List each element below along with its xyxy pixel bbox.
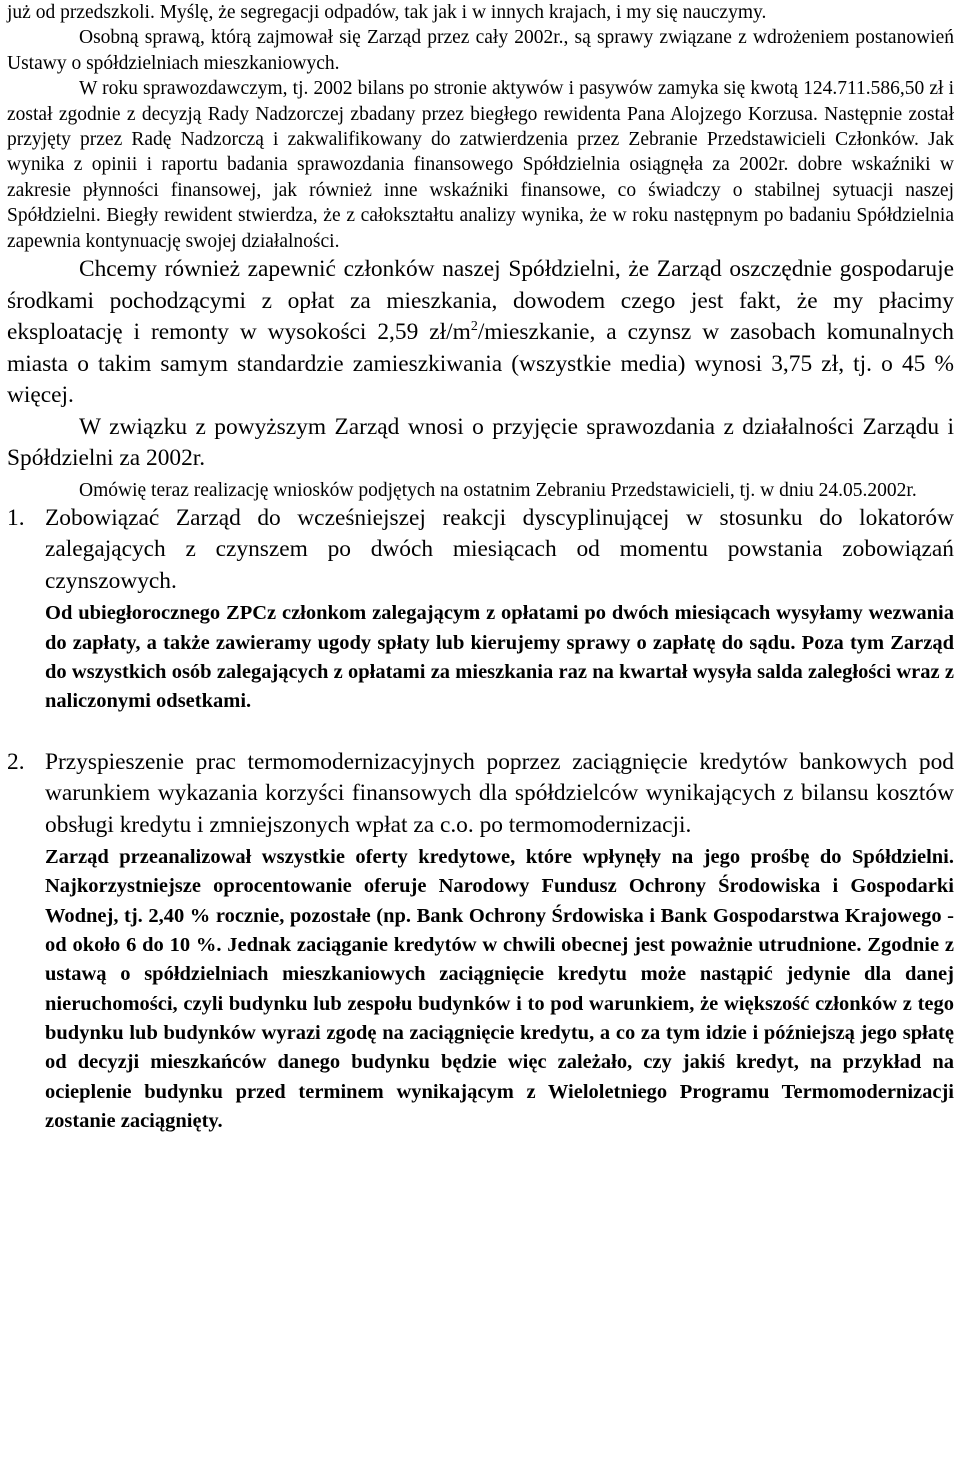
list-spacer [7,717,954,747]
list-item-body [45,747,954,1136]
list-item-text: Przyspieszenie prac termomodernizacyjnych poprzez zaciągnięcie kredytów bankowych pod warunkiem wykazania korzyści finansowych dla spółdzielców wynikających z bilansu kosztów obsługi kredytu i zmniejszonych wpłat za c.o. po termomodernizacji. [45,748,954,838]
paragraph-proposals-intro: Omówię teraz realizację wniosków podjętych na ostatnim Zebraniu Przedstawicieli, tj. w dniu 24.05.2002r. [79,479,917,501]
list-item-1 [7,503,954,717]
fees-text-end: /mieszkanie, a czynsz w zasobach komunalnych miasta o takim samym standardzie zamieszkiwania (wszystkie media) wynosi 3,75 zł, tj. o 45 % więcej. [7,319,954,409]
paragraph-fees [7,254,954,412]
fees-superscript: 2 [470,319,478,335]
paragraph-cooperative-act: Osobną sprawą, którą zajmował się Zarząd przez cały 2002r., są sprawy związane z wdrożeniem postanowień Ustawy o spółdzielniach mieszkaniowych. [7,27,954,74]
list-item-text: Zobowiązać Zarząd do wcześniejszej reakcji dyscyplinującej w stosunku do lokatorów zalegających z czynszem po dwóch miesiącach od momentu powstania zobowiązań czynszowych. [45,504,954,594]
list-item-2 [7,747,954,1136]
list-item-body [45,503,954,717]
list-item-response: Od ubiegłorocznego ZPCz członkom zalegającym z opłatami po dwóch miesiącach wysyłamy wezwania do zapłaty, a także zawieramy ugody spłaty lub kierujemy sprawy o zapłatę do sądu. Poza tym Zarząd do wszystkich osób zalegających z opłatami za mieszkania raz na kwartał wysyła salda zaległości wraz z naliczonymi odsetkami. [45,602,954,713]
list-number: 2. [7,748,25,775]
paragraph-motion: W związku z powyższym Zarząd wnosi o przyjęcie sprawozdania z działalności Zarządu i Spółdzielni za 2002r. [7,413,954,472]
fees-text-start: Chcemy również zapewnić członków naszej Spółdzielni, że Zarząd oszczędnie gospodaruje środkami pochodzącymi z opłat za mieszkania, dowodem czego jest fakt, że my płacimy eksploatację i remonty w wysokości 2,59 zł/m [7,256,954,346]
list-item-response: Zarząd przeanalizował wszystkie oferty kredytowe, które wpłynęły na jego prośbę do Spółdzielni. Najkorzystniejsze oprocentowanie oferuje Narodowy Fundusz Ochrony Środowiska i Gospodarki Wodnej, tj. 2,40 % rocznie, pozostałe (np. Bank Ochrony Śrdowiska i Bank Gospodarstwa Krajowego - od około 6 do 10 %. Jednak zaciąganie kredytów w chwili obecnej jest poważnie utrudnione. Zgodnie z ustawą o spółdzielniach mieszkaniowych zaciągnięcie kredytu może nastąpić jedynie dla danej nieruchomości, czyli budynku lub zespołu budynków i to pod warunkiem, że większość członków z tego budynku lub budynków wyrazi zgodę na zaciągnięcie kredytu, a co za tym idzie i późniejszą jego spłatę od decyzji mieszkańców danego budynku będzie więc zależało, czy jakiś kredyt, na przykład na ocieplenie budynku przed terminem wynikającym z Wieloletniego Programu Termomodernizacji zostanie zaciągnięty. [45,846,954,1132]
list-number: 1. [7,504,25,531]
paragraph-segregation: już od przedszkoli. Myślę, że segregacji odpadów, tak jak i w innych krajach, i my się nauczymy. [7,2,767,23]
paragraph-balance-sheet: W roku sprawozdawczym, tj. 2002 bilans po stronie aktywów i pasywów zamyka się kwotą 124.711.586,50 zł i został zgodnie z decyzją Rady Nadzorczej zbadany przez biegłego rewidenta Pana Alojzego Korzusa. Następnie został przyjęty przez Radę Nadzorczą i zakwalifikowany do zatwierdzenia przez Zebranie Przedstawicieli Członków. Jak wynika z opinii i raportu badania sprawozdania finansowego Spółdzielnia osiągnęła za 2002r. dobre wskaźniki w zakresie płynności finansowej, jak również inne wskaźniki finansowe, co świadczy o stabilnej sytuacji naszej Spółdzielni. Biegły rewident stwierdza, że z całokształtu analizy wynika, że w roku następnym po badaniu Spółdzielnia zapewnia kontynuację swojej działalności. [7,78,954,252]
